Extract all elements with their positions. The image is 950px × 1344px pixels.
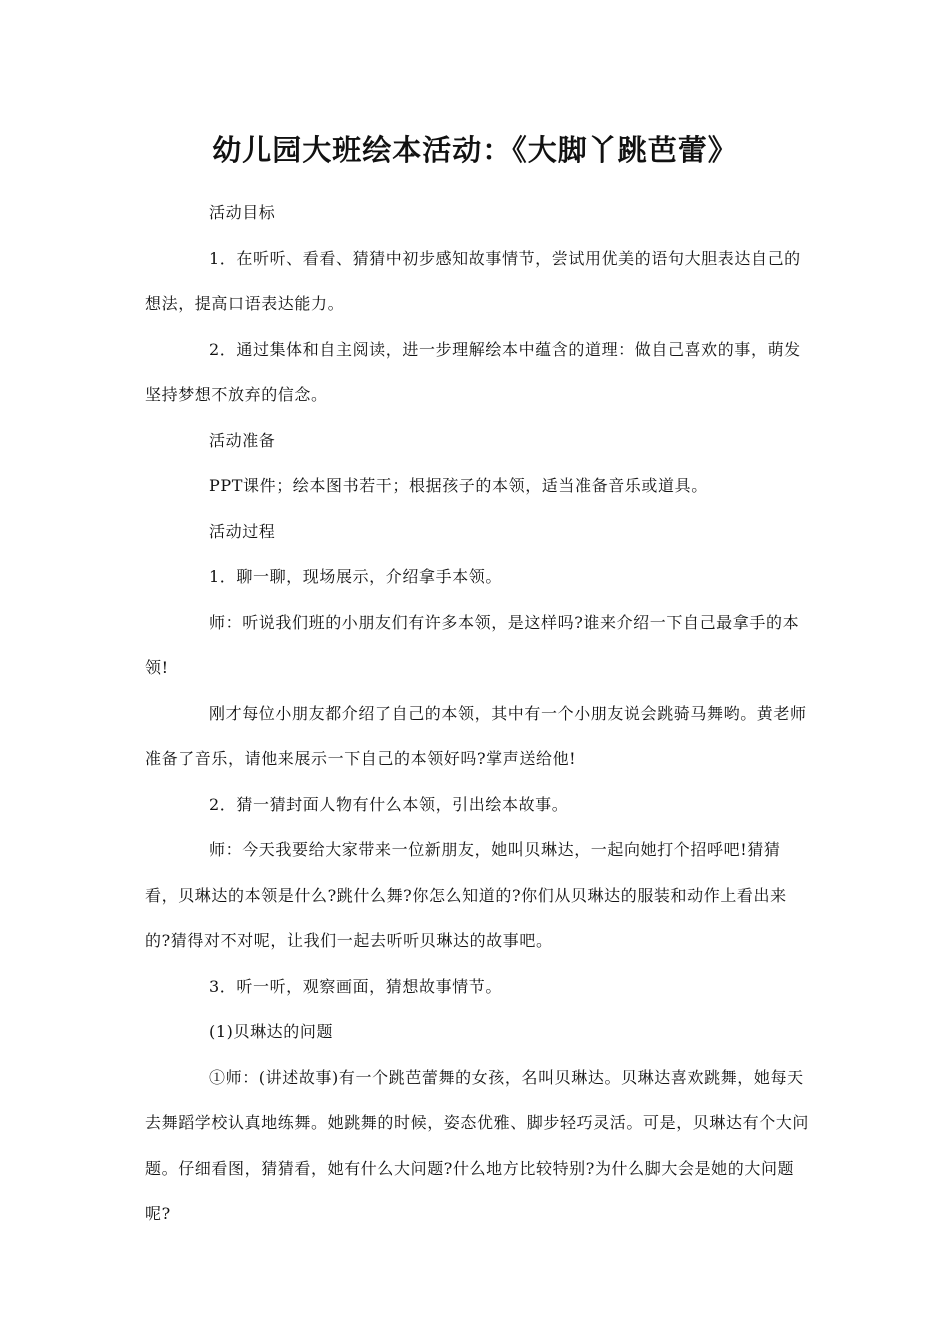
goal-item-2: 2．通过集体和自主阅读，进一步理解绘本中蕴含的道理：做自己喜欢的事，萌发坚持梦想不放弃的信念。: [145, 339, 801, 404]
paragraph: 师：听说我们班的小朋友们有许多本领，是这样吗?谁来介绍一下自己最拿手的本领!: [145, 612, 800, 677]
process-step-2: 2．猜一猜封面人物有什么本领，引出绘本故事。: [209, 794, 569, 814]
paragraph: 刚才每位小朋友都介绍了自己的本领，其中有一个小朋友说会跳骑马舞哟。黄老师准备了音乐，请他来展示一下自己的本领好吗?掌声送给他!: [145, 703, 807, 768]
document-body: [145, 190, 810, 1237]
paragraph: 师：今天我要给大家带来一位新朋友，她叫贝琳达，一起向她打个招呼吧!猜猜看，贝琳达的本领是什么?跳什么舞?你怎么知道的?你们从贝琳达的服装和动作上看出来的?猜得对不对呢，让我们一起去听听贝琳达的故事吧。: [145, 840, 787, 950]
paragraph: ①师：(讲述故事)有一个跳芭蕾舞的女孩，名叫贝琳达。贝琳达喜欢跳舞，她每天去舞蹈学校认真地练舞。她跳舞的时候，姿态优雅、脚步轻巧灵活。可是，贝琳达有个大问题。仔细看图，猜猜看，她有什么大问题?什么地方比较特别?为什么脚大会是她的大问题呢?: [145, 1067, 810, 1223]
goal-item-1: 1．在听听、看看、猜猜中初步感知故事情节，尝试用优美的语句大胆表达自己的想法，提高口语表达能力。: [145, 248, 801, 313]
section-heading-preparation: 活动准备: [209, 430, 276, 450]
section-heading-goals: 活动目标: [209, 203, 276, 222]
process-step-1: 1．聊一聊，现场展示，介绍拿手本领。: [209, 567, 502, 586]
sub-heading: (1)贝琳达的问题: [209, 1022, 334, 1041]
section-heading-process: 活动过程: [209, 521, 276, 541]
process-step-3: 3．听一听，观察画面，猜想故事情节。: [209, 976, 502, 996]
page-title: 幼儿园大班绘本活动：《大脚丫跳芭蕾》: [212, 133, 738, 167]
preparation-text: PPT课件；绘本图书若干；根据孩子的本领，适当准备音乐或道具。: [209, 476, 708, 495]
